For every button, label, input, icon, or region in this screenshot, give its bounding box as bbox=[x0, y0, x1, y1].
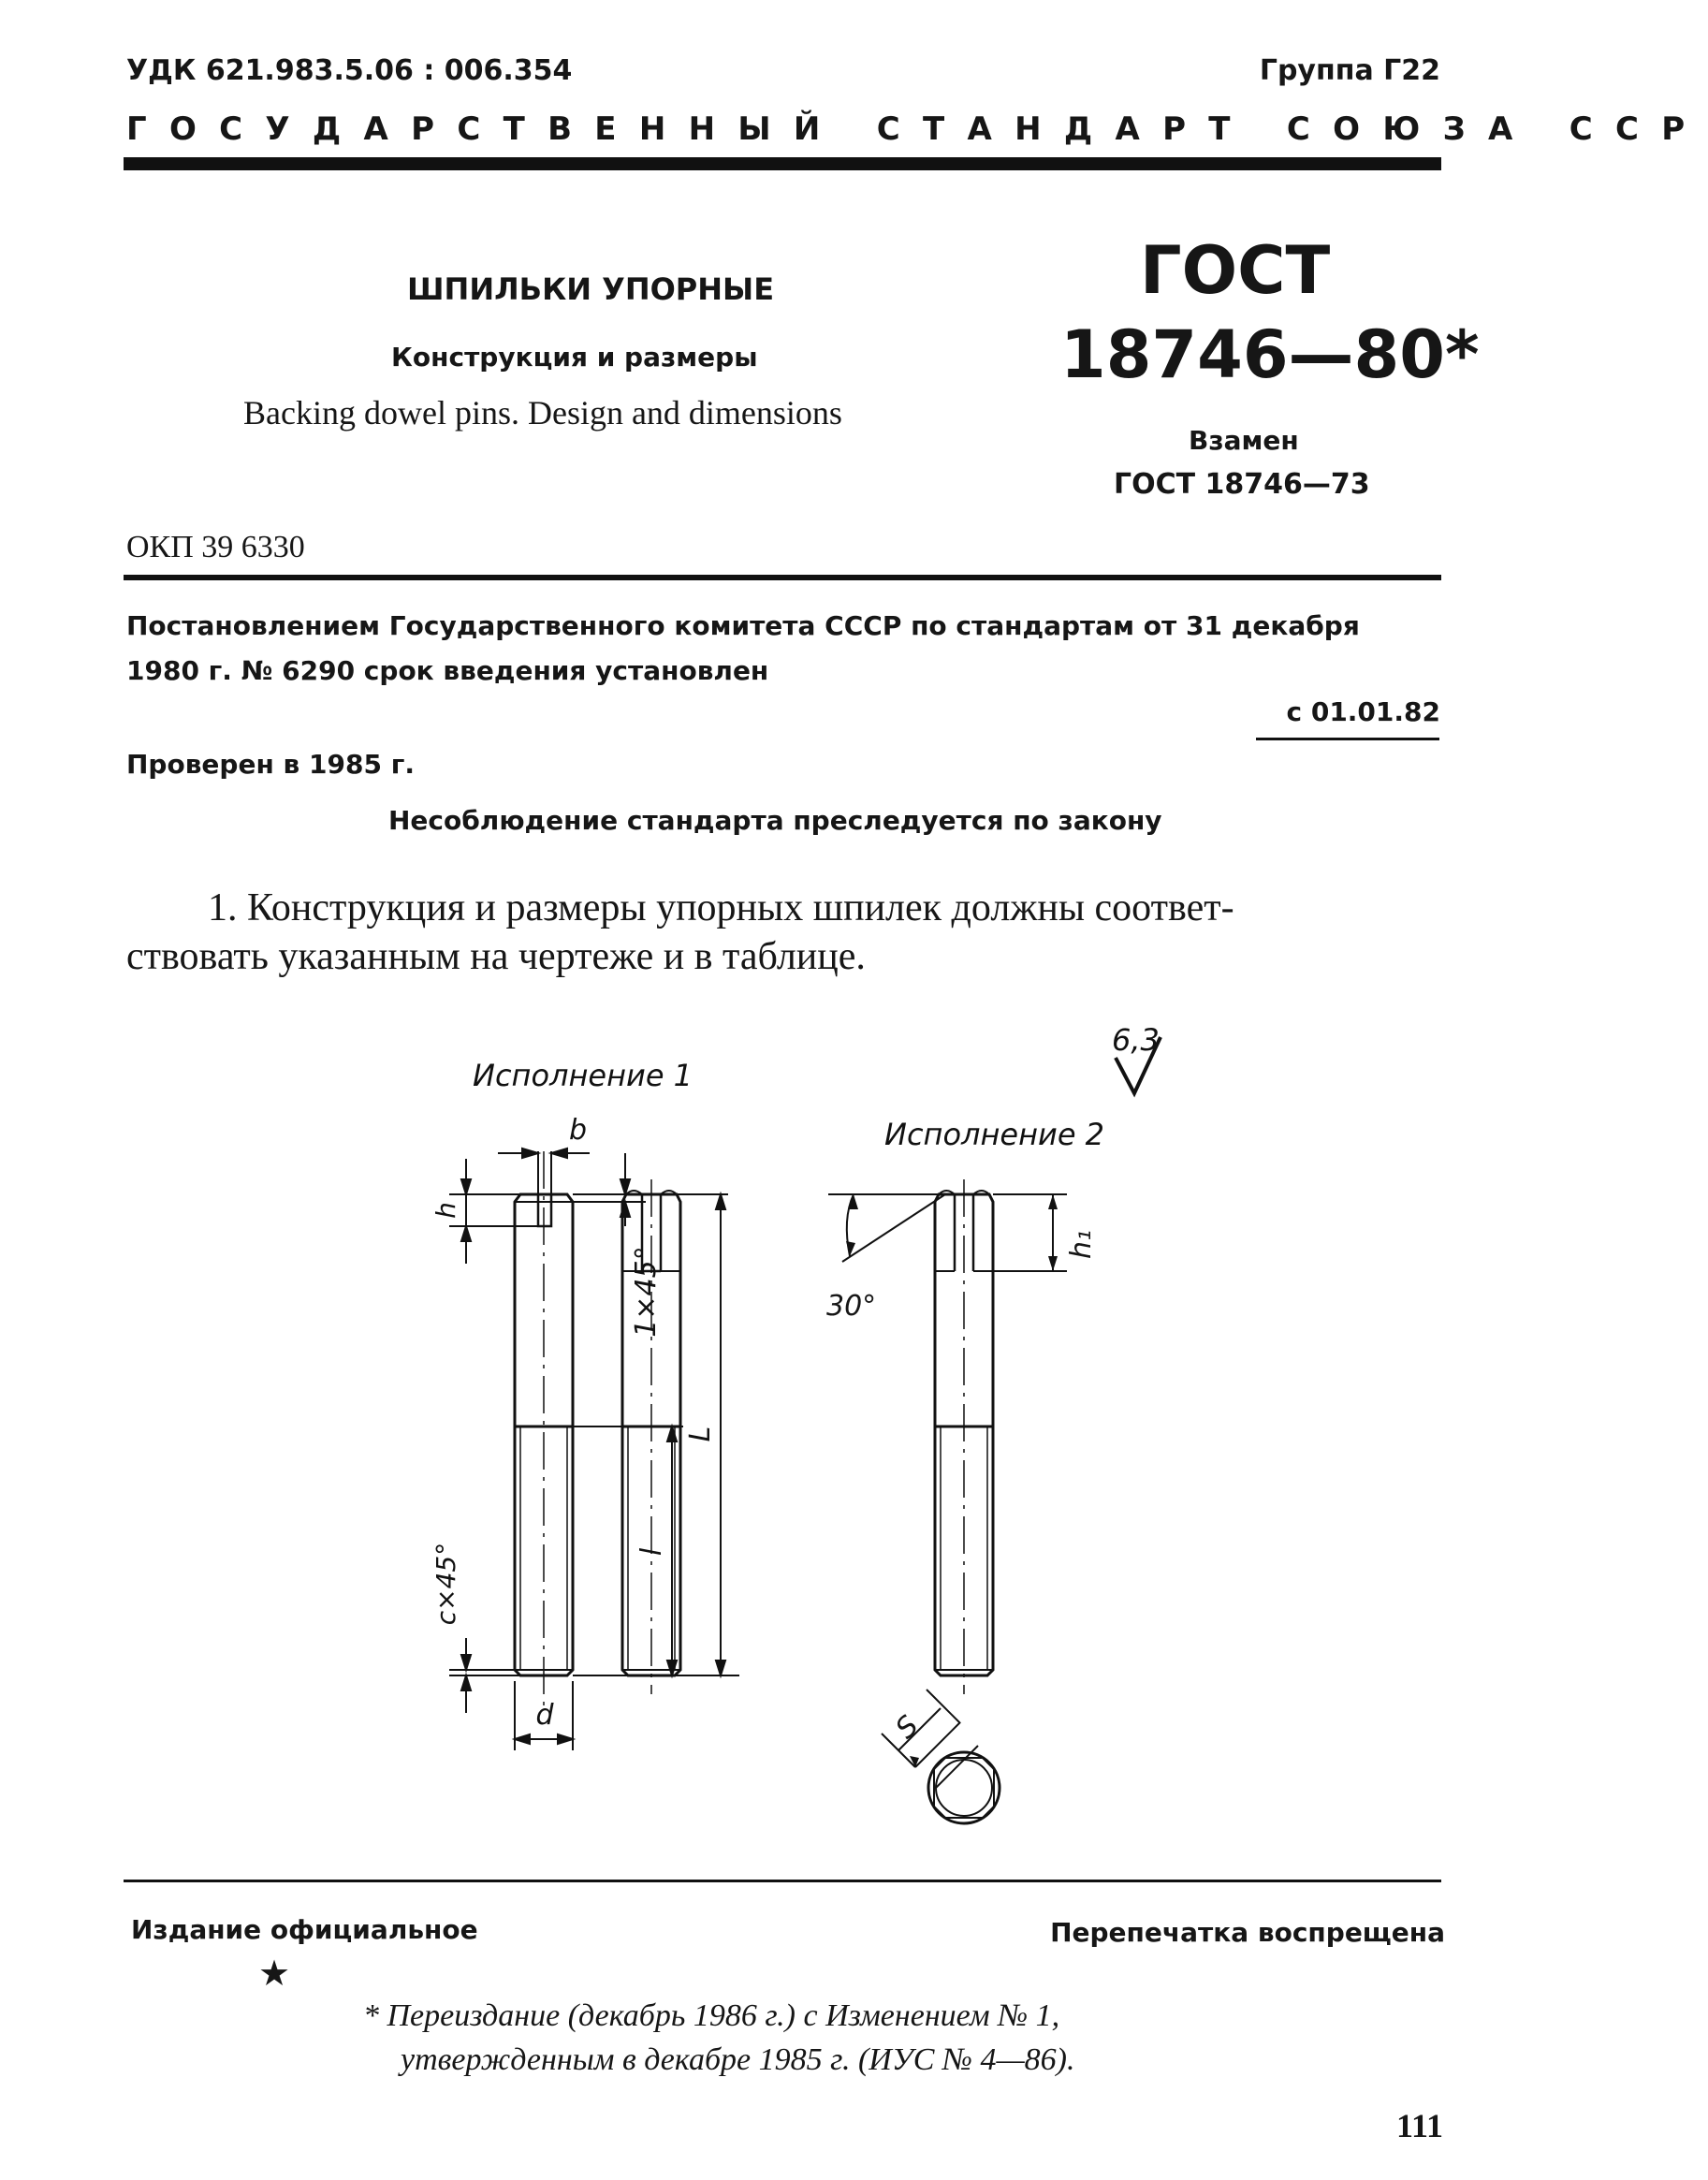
dimension-b-label: b bbox=[569, 1114, 588, 1147]
dimension-bottom-chamfer bbox=[449, 1638, 520, 1713]
reprint-prohibited: Перепечатка воспрещена bbox=[1050, 1917, 1445, 1948]
roughness-value: 6,3 bbox=[1112, 1022, 1160, 1058]
clause-1-line-1: 1. Конструкция и размеры упорных шпилек должны соответ- bbox=[208, 886, 1234, 929]
variant-2-drawing bbox=[618, 1011, 1179, 1863]
dimension-h1-label: h₁ bbox=[1065, 1229, 1099, 1260]
dimension-h-label: h bbox=[431, 1202, 461, 1219]
dimension-l-label: l bbox=[635, 1547, 668, 1557]
pin-variant-1 bbox=[515, 1151, 573, 1708]
official-edition: Издание официальное bbox=[131, 1914, 478, 1945]
decree-line-1: Постановлением Государственного комитета СССР по стандартам от 31 декабря bbox=[126, 610, 1360, 641]
title-en: Backing dowel pins. Design and dimensions bbox=[243, 394, 842, 432]
checked-year: Проверен в 1985 г. bbox=[126, 749, 415, 780]
top-chamfer-label: 1×45° bbox=[630, 1246, 663, 1338]
group-code: Группа Г22 bbox=[1259, 54, 1440, 87]
okp-rule bbox=[124, 575, 1441, 580]
dimension-d-label: d bbox=[535, 1699, 554, 1732]
state-standard-heading: ГОСУДАРСТВЕННЫЙ СТАНДАРТ СОЮЗА ССР bbox=[126, 110, 1708, 148]
okp-code: ОКП 39 6330 bbox=[126, 530, 305, 564]
gost-label: ГОСТ bbox=[1140, 232, 1331, 309]
effective-date: с 01.01.82 bbox=[1286, 696, 1440, 727]
effective-date-rule bbox=[1256, 738, 1439, 740]
angle-30-label: 30° bbox=[826, 1290, 877, 1323]
decree-line-2: 1980 г. № 6290 срок введения установлен bbox=[126, 655, 769, 686]
clause-1-line-2: ствовать указанным на чертеже и в таблице. bbox=[126, 935, 866, 978]
reissue-line-2: утвержденным в декабре 1985 г. (ИУС № 4—86). bbox=[401, 2042, 1075, 2077]
page-number: 111 bbox=[1395, 2107, 1443, 2144]
header-thick-rule bbox=[124, 157, 1441, 170]
gost-number: 18746—80* bbox=[1060, 316, 1480, 393]
replaces-label: Взамен bbox=[1189, 425, 1299, 456]
subtitle-ru: Конструкция и размеры bbox=[391, 342, 758, 373]
bottom-chamfer-label: c×45° bbox=[431, 1542, 461, 1626]
variant-1-label: Исполнение 1 bbox=[473, 1058, 693, 1093]
star-icon: ★ bbox=[258, 1953, 291, 1994]
udk-code: УДК 621.983.5.06 : 006.354 bbox=[126, 54, 573, 87]
title-ru: ШПИЛЬКИ УПОРНЫЕ bbox=[407, 271, 775, 307]
variant-2-label: Исполнение 2 bbox=[884, 1117, 1105, 1152]
dimension-s-label: S bbox=[889, 1709, 926, 1746]
replaces-gost: ГОСТ 18746—73 bbox=[1114, 468, 1370, 501]
dimension-L-label: L bbox=[684, 1426, 717, 1442]
dimension-h bbox=[449, 1159, 538, 1264]
reissue-line-1: * Переиздание (декабрь 1986 г.) с Изменением № 1, bbox=[363, 1998, 1060, 2033]
law-notice: Несоблюдение стандарта преследуется по закону bbox=[388, 805, 1162, 836]
footer-rule bbox=[124, 1880, 1441, 1882]
